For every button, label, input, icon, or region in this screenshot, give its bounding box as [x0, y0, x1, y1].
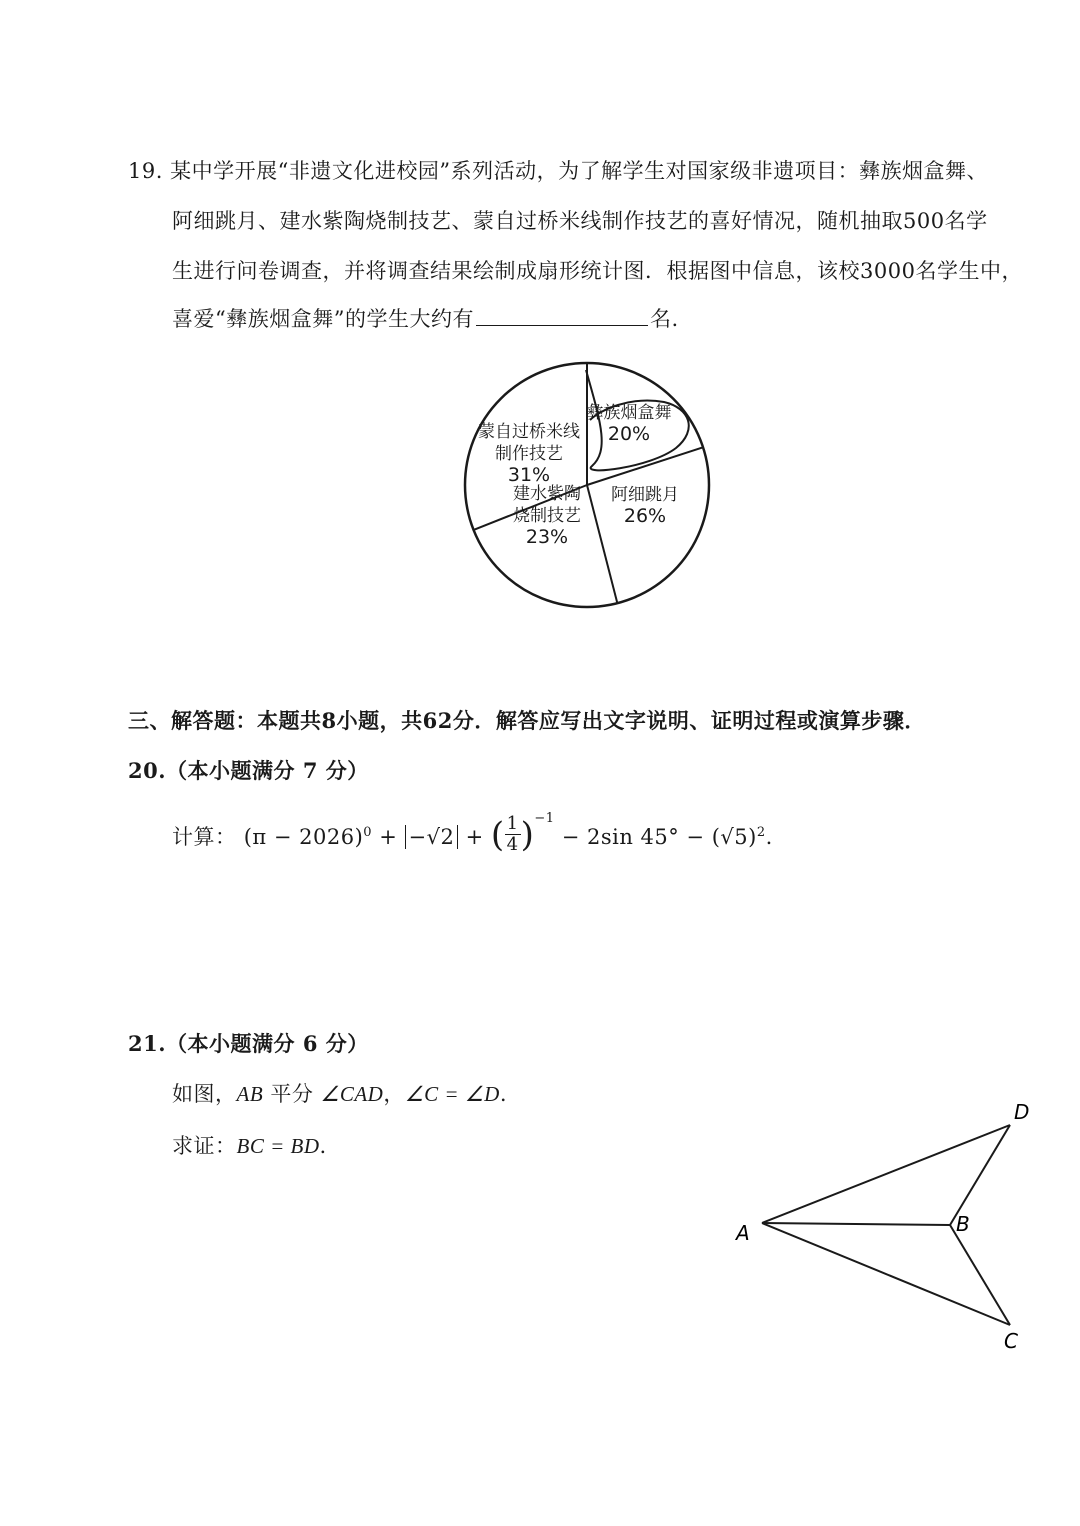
fraction-paren: ( — [490, 814, 505, 855]
q19-number: 19. — [128, 159, 163, 183]
answer-blank — [476, 305, 648, 326]
segment-d-b — [950, 1125, 1010, 1225]
q20-header: 20.（本小题满分 7 分） — [128, 758, 369, 783]
pie-percent-label: 23% — [525, 526, 569, 548]
exp-2: 2 — [756, 825, 766, 840]
q21-given — [172, 1078, 507, 1108]
prove-expression: BC = BD — [236, 1134, 320, 1158]
term-sqrt5: (√5) — [711, 825, 757, 849]
q21-prove — [172, 1130, 327, 1160]
pie-percent-label: 26% — [623, 505, 667, 527]
abs-value — [405, 825, 459, 849]
segment-b-c — [950, 1225, 1010, 1325]
segment-a-c — [762, 1223, 1010, 1325]
plus-sign: + — [465, 825, 484, 849]
exp-neg1: −1 — [534, 811, 555, 826]
given-comma: ， — [383, 1082, 405, 1106]
pie-labels — [478, 403, 679, 548]
geometry-figure — [720, 1095, 1050, 1355]
q20-prompt: 计算： — [172, 825, 237, 849]
q19-text-line-4 — [172, 303, 679, 333]
fraction — [505, 814, 521, 855]
q20-expression-line — [172, 812, 773, 862]
segment-a-d — [762, 1125, 1010, 1223]
given-mid: 平分 — [263, 1082, 321, 1106]
segment-ab: AB — [236, 1082, 264, 1106]
prove-prefix: 求证： — [172, 1134, 237, 1158]
point-label-d: D — [1014, 1100, 1030, 1124]
q19-text-line-2: 阿细跳月、建水紫陶烧制技艺、蒙自过桥米线制作技艺的喜好情况，随机抽取500名学 — [172, 209, 988, 233]
pie-slice-label: 制作技艺 — [495, 444, 563, 464]
abs-inner: −√2 — [408, 825, 455, 849]
q20-expression — [243, 811, 773, 855]
pie-percent-label: 31% — [507, 464, 551, 486]
point-label-c: C — [1004, 1329, 1018, 1353]
angle-equality: ∠C = ∠D — [404, 1082, 500, 1106]
pie-percent-label: 20% — [607, 423, 651, 445]
pie-slice-label: 阿细跳月 — [611, 485, 679, 505]
q19-question-text: 喜爱“彝族烟盒舞”的学生大约有 — [172, 307, 474, 331]
point-label-a: A — [736, 1221, 750, 1245]
term-pi: (π − 2026) — [243, 825, 364, 849]
q19-unit: 名. — [649, 307, 679, 331]
pie-slice-label: 烧制技艺 — [513, 506, 581, 526]
q19-text-line-1: 某中学开展“非遗文化进校园”系列活动，为了解学生对国家级非遗项目：彝族烟盒舞、 — [170, 159, 989, 183]
angle-cad: ∠CAD — [320, 1082, 384, 1106]
term-sin: − 2sin 45° − — [561, 825, 705, 849]
fraction-numerator: 1 — [506, 813, 519, 834]
given-prefix: 如图， — [172, 1082, 237, 1106]
q21-header: 21.（本小题满分 6 分） — [128, 1031, 369, 1056]
pie-slice-label: 彝族烟盒舞 — [586, 403, 672, 423]
period: . — [765, 825, 773, 849]
segment-a-b — [762, 1223, 950, 1225]
fraction-denominator: 4 — [506, 834, 519, 855]
plus-sign: + — [379, 825, 398, 849]
pie-slice-label: 建水紫陶 — [513, 484, 581, 504]
pie-slice-label: 蒙自过桥米线 — [478, 422, 580, 442]
section-3-heading: 三、解答题：本题共8小题，共62分．解答应写出文字说明、证明过程或演算步骤． — [128, 708, 926, 733]
prove-end: . — [319, 1134, 327, 1158]
point-label-b: B — [956, 1212, 970, 1236]
pie-slice-boundary — [587, 447, 703, 485]
fraction-paren-close: ) — [520, 814, 535, 855]
q19-line-1 — [128, 155, 988, 185]
given-end: . — [499, 1082, 508, 1106]
exp-0: 0 — [363, 825, 373, 840]
q19-text-line-3: 生进行问卷调查，并将调查结果绘制成扇形统计图．根据图中信息，该校3000名学生中， — [172, 259, 1023, 283]
pie-chart — [450, 350, 730, 620]
